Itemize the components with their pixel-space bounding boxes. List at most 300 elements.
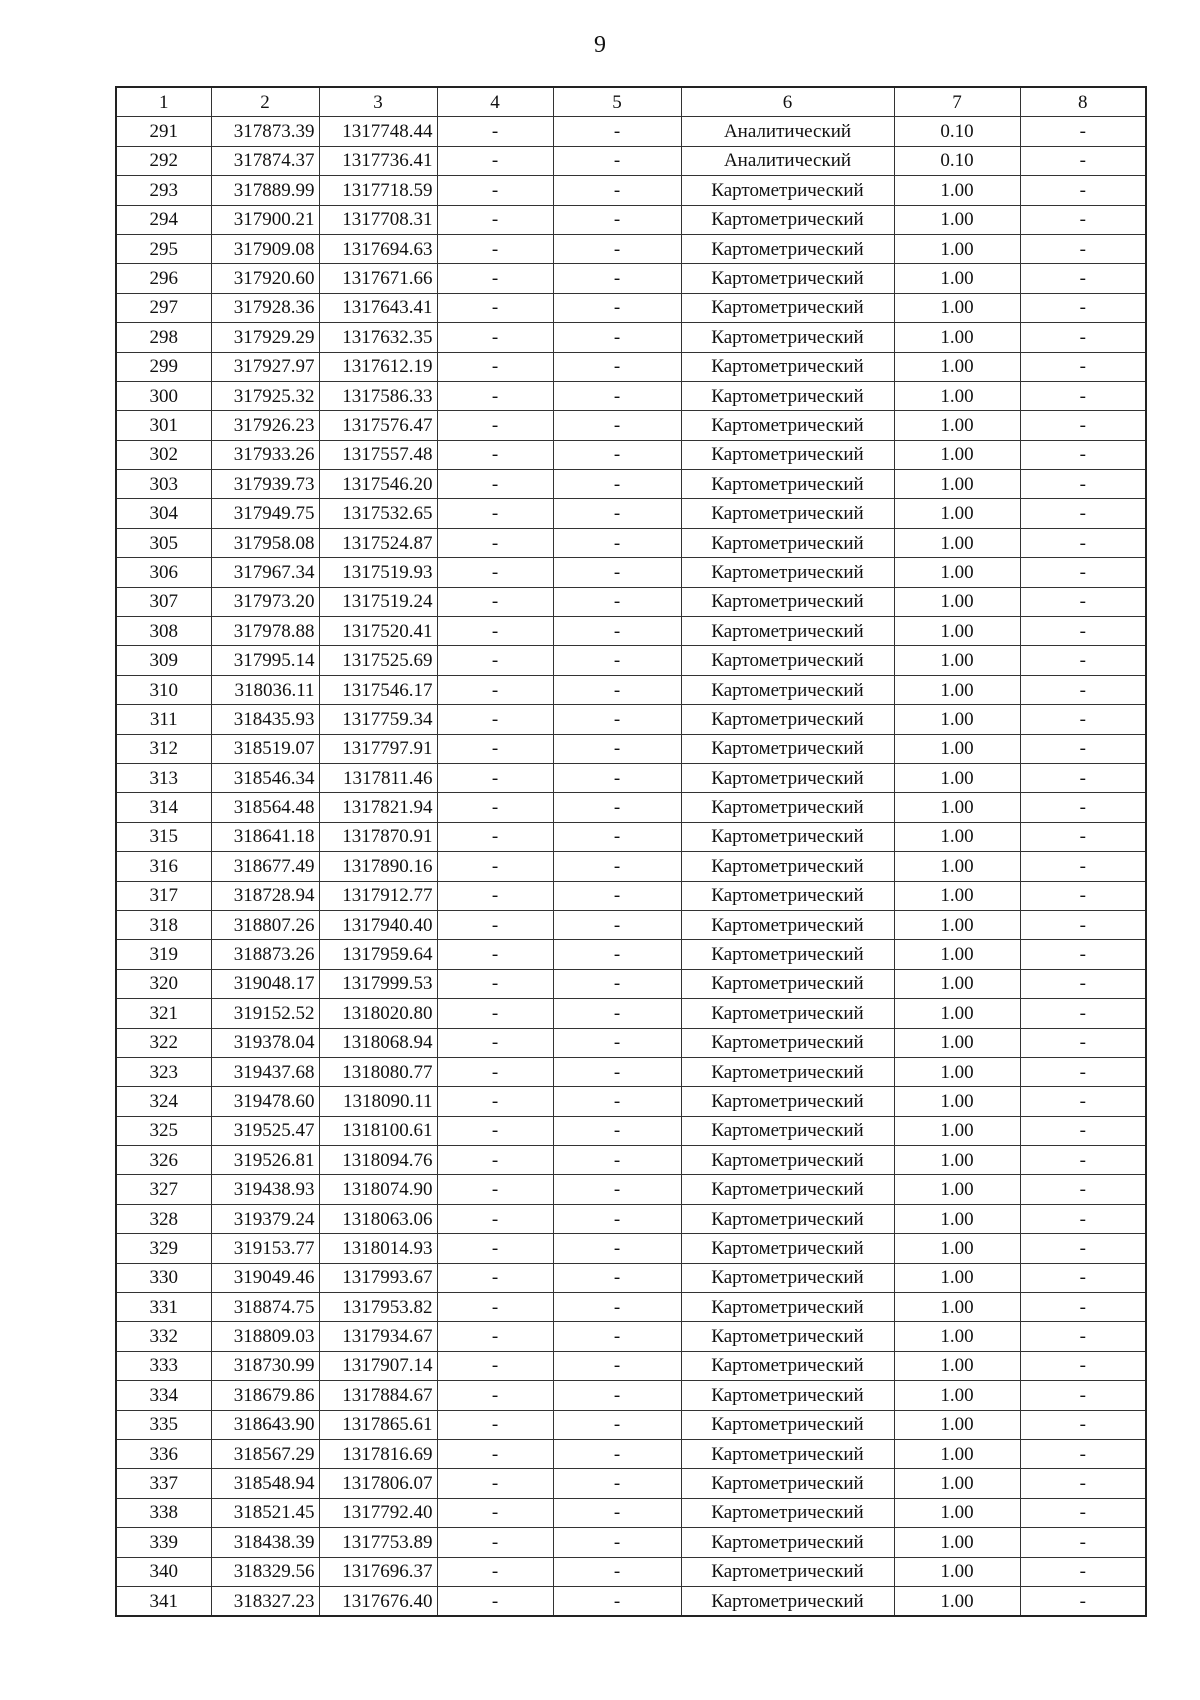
column-5-cell: - <box>553 852 681 881</box>
column-4-cell: - <box>437 910 553 939</box>
table-row <box>116 293 1146 322</box>
column-4-cell: - <box>437 323 553 352</box>
method-cell: Картометрический <box>681 1293 894 1322</box>
method-cell: Картометрический <box>681 969 894 998</box>
x-coordinate-cell: 319048.17 <box>211 969 319 998</box>
point-number-cell: 339 <box>116 1528 211 1557</box>
column-8-cell: - <box>1020 587 1146 616</box>
column-5-cell: - <box>553 1057 681 1086</box>
method-cell: Картометрический <box>681 323 894 352</box>
column-5-cell: - <box>553 1439 681 1468</box>
column-8-cell: - <box>1020 910 1146 939</box>
column-5-cell: - <box>553 1204 681 1233</box>
point-number-cell: 326 <box>116 1146 211 1175</box>
method-cell: Картометрический <box>681 1586 894 1616</box>
point-number-cell: 291 <box>116 117 211 146</box>
column-8-cell: - <box>1020 499 1146 528</box>
y-coordinate-cell: 1317797.91 <box>319 734 437 763</box>
column-4-cell: - <box>437 1263 553 1292</box>
column-5-cell: - <box>553 1146 681 1175</box>
column-8-cell: - <box>1020 381 1146 410</box>
table-row <box>116 499 1146 528</box>
method-cell: Картометрический <box>681 705 894 734</box>
table-row <box>116 763 1146 792</box>
column-5-cell: - <box>553 323 681 352</box>
column-header: 5 <box>553 87 681 117</box>
method-cell: Картометрический <box>681 617 894 646</box>
table-row <box>116 822 1146 851</box>
accuracy-cell: 1.00 <box>894 1087 1020 1116</box>
accuracy-cell: 1.00 <box>894 381 1020 410</box>
method-cell: Картометрический <box>681 352 894 381</box>
table-row <box>116 352 1146 381</box>
column-8-cell: - <box>1020 675 1146 704</box>
method-cell: Картометрический <box>681 1175 894 1204</box>
method-cell: Картометрический <box>681 499 894 528</box>
y-coordinate-cell: 1317759.34 <box>319 705 437 734</box>
column-4-cell: - <box>437 352 553 381</box>
method-cell: Картометрический <box>681 411 894 440</box>
point-number-cell: 305 <box>116 528 211 557</box>
column-8-cell: - <box>1020 969 1146 998</box>
method-cell: Картометрический <box>681 1057 894 1086</box>
column-8-cell: - <box>1020 852 1146 881</box>
method-cell: Картометрический <box>681 1381 894 1410</box>
y-coordinate-cell: 1318020.80 <box>319 999 437 1028</box>
table-row <box>116 117 1146 146</box>
column-5-cell: - <box>553 1263 681 1292</box>
table-row <box>116 969 1146 998</box>
column-8-cell: - <box>1020 1263 1146 1292</box>
point-number-cell: 294 <box>116 205 211 234</box>
column-4-cell: - <box>437 1057 553 1086</box>
point-number-cell: 335 <box>116 1410 211 1439</box>
column-4-cell: - <box>437 1322 553 1351</box>
accuracy-cell: 1.00 <box>894 440 1020 469</box>
table-row <box>116 264 1146 293</box>
point-number-cell: 336 <box>116 1439 211 1468</box>
method-cell: Картометрический <box>681 940 894 969</box>
point-number-cell: 303 <box>116 470 211 499</box>
column-8-cell: - <box>1020 617 1146 646</box>
point-number-cell: 297 <box>116 293 211 322</box>
column-5-cell: - <box>553 705 681 734</box>
column-4-cell: - <box>437 293 553 322</box>
accuracy-cell: 1.00 <box>894 675 1020 704</box>
x-coordinate-cell: 317928.36 <box>211 293 319 322</box>
x-coordinate-cell: 317873.39 <box>211 117 319 146</box>
column-5-cell: - <box>553 1586 681 1616</box>
accuracy-cell: 1.00 <box>894 1498 1020 1527</box>
column-4-cell: - <box>437 1381 553 1410</box>
y-coordinate-cell: 1317953.82 <box>319 1293 437 1322</box>
column-5-cell: - <box>553 1087 681 1116</box>
table-row <box>116 205 1146 234</box>
point-number-cell: 295 <box>116 234 211 263</box>
x-coordinate-cell: 318564.48 <box>211 793 319 822</box>
point-number-cell: 313 <box>116 763 211 792</box>
table-row <box>116 176 1146 205</box>
method-cell: Картометрический <box>681 763 894 792</box>
column-5-cell: - <box>553 293 681 322</box>
method-cell: Картометрический <box>681 852 894 881</box>
column-5-cell: - <box>553 822 681 851</box>
column-4-cell: - <box>437 646 553 675</box>
method-cell: Картометрический <box>681 1087 894 1116</box>
accuracy-cell: 1.00 <box>894 1381 1020 1410</box>
column-header: 8 <box>1020 87 1146 117</box>
x-coordinate-cell: 318548.94 <box>211 1469 319 1498</box>
column-8-cell: - <box>1020 1469 1146 1498</box>
table-row <box>116 1204 1146 1233</box>
accuracy-cell: 1.00 <box>894 293 1020 322</box>
table-row <box>116 587 1146 616</box>
y-coordinate-cell: 1317546.17 <box>319 675 437 704</box>
accuracy-cell: 1.00 <box>894 411 1020 440</box>
column-5-cell: - <box>553 528 681 557</box>
method-cell: Картометрический <box>681 587 894 616</box>
accuracy-cell: 1.00 <box>894 793 1020 822</box>
table-row <box>116 528 1146 557</box>
y-coordinate-cell: 1317999.53 <box>319 969 437 998</box>
y-coordinate-cell: 1317753.89 <box>319 1528 437 1557</box>
point-number-cell: 310 <box>116 675 211 704</box>
column-8-cell: - <box>1020 1351 1146 1380</box>
column-8-cell: - <box>1020 1439 1146 1468</box>
table-row <box>116 470 1146 499</box>
x-coordinate-cell: 317920.60 <box>211 264 319 293</box>
x-coordinate-cell: 317925.32 <box>211 381 319 410</box>
y-coordinate-cell: 1317792.40 <box>319 1498 437 1527</box>
y-coordinate-cell: 1318094.76 <box>319 1146 437 1175</box>
column-8-cell: - <box>1020 999 1146 1028</box>
accuracy-cell: 1.00 <box>894 1175 1020 1204</box>
accuracy-cell: 1.00 <box>894 1263 1020 1292</box>
column-5-cell: - <box>553 499 681 528</box>
table-row <box>116 381 1146 410</box>
column-5-cell: - <box>553 969 681 998</box>
column-8-cell: - <box>1020 558 1146 587</box>
point-number-cell: 320 <box>116 969 211 998</box>
x-coordinate-cell: 319478.60 <box>211 1087 319 1116</box>
column-header: 6 <box>681 87 894 117</box>
method-cell: Картометрический <box>681 440 894 469</box>
accuracy-cell: 1.00 <box>894 470 1020 499</box>
y-coordinate-cell: 1317890.16 <box>319 852 437 881</box>
column-4-cell: - <box>437 793 553 822</box>
y-coordinate-cell: 1317694.63 <box>319 234 437 263</box>
method-cell: Аналитический <box>681 146 894 175</box>
method-cell: Картометрический <box>681 293 894 322</box>
method-cell: Картометрический <box>681 234 894 263</box>
accuracy-cell: 1.00 <box>894 352 1020 381</box>
column-8-cell: - <box>1020 411 1146 440</box>
y-coordinate-cell: 1318068.94 <box>319 1028 437 1057</box>
column-8-cell: - <box>1020 1586 1146 1616</box>
coordinates-table <box>115 86 1147 1617</box>
x-coordinate-cell: 318567.29 <box>211 1439 319 1468</box>
point-number-cell: 315 <box>116 822 211 851</box>
point-number-cell: 314 <box>116 793 211 822</box>
point-number-cell: 321 <box>116 999 211 1028</box>
column-4-cell: - <box>437 822 553 851</box>
method-cell: Аналитический <box>681 117 894 146</box>
x-coordinate-cell: 317929.29 <box>211 323 319 352</box>
point-number-cell: 317 <box>116 881 211 910</box>
point-number-cell: 329 <box>116 1234 211 1263</box>
column-5-cell: - <box>553 881 681 910</box>
accuracy-cell: 1.00 <box>894 1557 1020 1586</box>
column-4-cell: - <box>437 528 553 557</box>
column-4-cell: - <box>437 1028 553 1057</box>
accuracy-cell: 0.10 <box>894 117 1020 146</box>
x-coordinate-cell: 317973.20 <box>211 587 319 616</box>
table-body <box>116 117 1146 1616</box>
column-5-cell: - <box>553 999 681 1028</box>
x-coordinate-cell: 319525.47 <box>211 1116 319 1145</box>
accuracy-cell: 1.00 <box>894 734 1020 763</box>
method-cell: Картометрический <box>681 1263 894 1292</box>
y-coordinate-cell: 1317557.48 <box>319 440 437 469</box>
column-4-cell: - <box>437 675 553 704</box>
accuracy-cell: 1.00 <box>894 1028 1020 1057</box>
x-coordinate-cell: 319526.81 <box>211 1146 319 1175</box>
accuracy-cell: 1.00 <box>894 234 1020 263</box>
y-coordinate-cell: 1317524.87 <box>319 528 437 557</box>
table-row <box>116 881 1146 910</box>
point-number-cell: 322 <box>116 1028 211 1057</box>
column-5-cell: - <box>553 1498 681 1527</box>
column-8-cell: - <box>1020 176 1146 205</box>
y-coordinate-cell: 1317884.67 <box>319 1381 437 1410</box>
point-number-cell: 324 <box>116 1087 211 1116</box>
table-row <box>116 411 1146 440</box>
column-4-cell: - <box>437 411 553 440</box>
accuracy-cell: 1.00 <box>894 1528 1020 1557</box>
x-coordinate-cell: 318730.99 <box>211 1351 319 1380</box>
column-5-cell: - <box>553 411 681 440</box>
method-cell: Картометрический <box>681 646 894 675</box>
x-coordinate-cell: 318679.86 <box>211 1381 319 1410</box>
accuracy-cell: 1.00 <box>894 910 1020 939</box>
point-number-cell: 301 <box>116 411 211 440</box>
column-4-cell: - <box>437 940 553 969</box>
x-coordinate-cell: 317939.73 <box>211 470 319 499</box>
accuracy-cell: 1.00 <box>894 646 1020 675</box>
column-4-cell: - <box>437 440 553 469</box>
table-row <box>116 1381 1146 1410</box>
point-number-cell: 328 <box>116 1204 211 1233</box>
method-cell: Картометрический <box>681 1234 894 1263</box>
column-8-cell: - <box>1020 293 1146 322</box>
y-coordinate-cell: 1317643.41 <box>319 293 437 322</box>
point-number-cell: 299 <box>116 352 211 381</box>
y-coordinate-cell: 1317532.65 <box>319 499 437 528</box>
table-row <box>116 1439 1146 1468</box>
column-4-cell: - <box>437 999 553 1028</box>
accuracy-cell: 1.00 <box>894 1234 1020 1263</box>
table-row <box>116 675 1146 704</box>
y-coordinate-cell: 1317696.37 <box>319 1557 437 1586</box>
y-coordinate-cell: 1317586.33 <box>319 381 437 410</box>
column-5-cell: - <box>553 1469 681 1498</box>
method-cell: Картометрический <box>681 1410 894 1439</box>
point-number-cell: 306 <box>116 558 211 587</box>
y-coordinate-cell: 1318063.06 <box>319 1204 437 1233</box>
column-4-cell: - <box>437 1351 553 1380</box>
y-coordinate-cell: 1318014.93 <box>319 1234 437 1263</box>
y-coordinate-cell: 1317821.94 <box>319 793 437 822</box>
x-coordinate-cell: 318327.23 <box>211 1586 319 1616</box>
y-coordinate-cell: 1317748.44 <box>319 117 437 146</box>
column-header: 4 <box>437 87 553 117</box>
column-8-cell: - <box>1020 1116 1146 1145</box>
method-cell: Картометрический <box>681 910 894 939</box>
column-5-cell: - <box>553 734 681 763</box>
x-coordinate-cell: 317926.23 <box>211 411 319 440</box>
column-4-cell: - <box>437 470 553 499</box>
y-coordinate-cell: 1317718.59 <box>319 176 437 205</box>
column-4-cell: - <box>437 734 553 763</box>
column-5-cell: - <box>553 763 681 792</box>
column-5-cell: - <box>553 1351 681 1380</box>
table-row <box>116 734 1146 763</box>
x-coordinate-cell: 317909.08 <box>211 234 319 263</box>
x-coordinate-cell: 319379.24 <box>211 1204 319 1233</box>
accuracy-cell: 0.10 <box>894 146 1020 175</box>
method-cell: Картометрический <box>681 1116 894 1145</box>
column-4-cell: - <box>437 499 553 528</box>
column-8-cell: - <box>1020 146 1146 175</box>
point-number-cell: 308 <box>116 617 211 646</box>
column-5-cell: - <box>553 646 681 675</box>
column-4-cell: - <box>437 1087 553 1116</box>
accuracy-cell: 1.00 <box>894 822 1020 851</box>
method-cell: Картометрический <box>681 1439 894 1468</box>
y-coordinate-cell: 1317993.67 <box>319 1263 437 1292</box>
method-cell: Картометрический <box>681 381 894 410</box>
point-number-cell: 309 <box>116 646 211 675</box>
x-coordinate-cell: 318521.45 <box>211 1498 319 1527</box>
method-cell: Картометрический <box>681 558 894 587</box>
column-5-cell: - <box>553 234 681 263</box>
x-coordinate-cell: 317874.37 <box>211 146 319 175</box>
y-coordinate-cell: 1317912.77 <box>319 881 437 910</box>
x-coordinate-cell: 317889.99 <box>211 176 319 205</box>
column-4-cell: - <box>437 1234 553 1263</box>
x-coordinate-cell: 317933.26 <box>211 440 319 469</box>
point-number-cell: 318 <box>116 910 211 939</box>
method-cell: Картометрический <box>681 793 894 822</box>
y-coordinate-cell: 1317708.31 <box>319 205 437 234</box>
accuracy-cell: 1.00 <box>894 558 1020 587</box>
table-row <box>116 852 1146 881</box>
point-number-cell: 337 <box>116 1469 211 1498</box>
y-coordinate-cell: 1317612.19 <box>319 352 437 381</box>
x-coordinate-cell: 319152.52 <box>211 999 319 1028</box>
point-number-cell: 341 <box>116 1586 211 1616</box>
column-header: 3 <box>319 87 437 117</box>
column-5-cell: - <box>553 1410 681 1439</box>
column-8-cell: - <box>1020 234 1146 263</box>
column-5-cell: - <box>553 1322 681 1351</box>
column-4-cell: - <box>437 1116 553 1145</box>
method-cell: Картометрический <box>681 1322 894 1351</box>
column-8-cell: - <box>1020 117 1146 146</box>
column-5-cell: - <box>553 470 681 499</box>
column-5-cell: - <box>553 1175 681 1204</box>
accuracy-cell: 1.00 <box>894 587 1020 616</box>
method-cell: Картометрический <box>681 1528 894 1557</box>
x-coordinate-cell: 318874.75 <box>211 1293 319 1322</box>
column-4-cell: - <box>437 234 553 263</box>
column-5-cell: - <box>553 675 681 704</box>
point-number-cell: 293 <box>116 176 211 205</box>
column-5-cell: - <box>553 587 681 616</box>
column-8-cell: - <box>1020 1146 1146 1175</box>
column-5-cell: - <box>553 1557 681 1586</box>
column-5-cell: - <box>553 793 681 822</box>
method-cell: Картометрический <box>681 1146 894 1175</box>
accuracy-cell: 1.00 <box>894 1410 1020 1439</box>
column-8-cell: - <box>1020 1057 1146 1086</box>
table-row <box>116 1557 1146 1586</box>
column-5-cell: - <box>553 910 681 939</box>
x-coordinate-cell: 317958.08 <box>211 528 319 557</box>
column-8-cell: - <box>1020 1028 1146 1057</box>
table-row <box>116 1028 1146 1057</box>
column-8-cell: - <box>1020 793 1146 822</box>
accuracy-cell: 1.00 <box>894 528 1020 557</box>
point-number-cell: 311 <box>116 705 211 734</box>
x-coordinate-cell: 319378.04 <box>211 1028 319 1057</box>
accuracy-cell: 1.00 <box>894 969 1020 998</box>
column-4-cell: - <box>437 1586 553 1616</box>
table-row <box>116 1351 1146 1380</box>
x-coordinate-cell: 318728.94 <box>211 881 319 910</box>
column-4-cell: - <box>437 1557 553 1586</box>
accuracy-cell: 1.00 <box>894 1469 1020 1498</box>
method-cell: Картометрический <box>681 1351 894 1380</box>
accuracy-cell: 1.00 <box>894 1204 1020 1233</box>
method-cell: Картометрический <box>681 881 894 910</box>
accuracy-cell: 1.00 <box>894 705 1020 734</box>
table-row <box>116 1263 1146 1292</box>
y-coordinate-cell: 1317519.24 <box>319 587 437 616</box>
column-4-cell: - <box>437 1498 553 1527</box>
column-4-cell: - <box>437 587 553 616</box>
x-coordinate-cell: 318438.39 <box>211 1528 319 1557</box>
column-8-cell: - <box>1020 1087 1146 1116</box>
y-coordinate-cell: 1317870.91 <box>319 822 437 851</box>
x-coordinate-cell: 318546.34 <box>211 763 319 792</box>
header-row <box>116 87 1146 117</box>
x-coordinate-cell: 318519.07 <box>211 734 319 763</box>
table-row <box>116 440 1146 469</box>
x-coordinate-cell: 318329.56 <box>211 1557 319 1586</box>
column-4-cell: - <box>437 1293 553 1322</box>
y-coordinate-cell: 1317736.41 <box>319 146 437 175</box>
x-coordinate-cell: 318807.26 <box>211 910 319 939</box>
method-cell: Картометрический <box>681 205 894 234</box>
column-4-cell: - <box>437 146 553 175</box>
y-coordinate-cell: 1318090.11 <box>319 1087 437 1116</box>
point-number-cell: 304 <box>116 499 211 528</box>
y-coordinate-cell: 1317907.14 <box>319 1351 437 1380</box>
column-8-cell: - <box>1020 881 1146 910</box>
column-4-cell: - <box>437 264 553 293</box>
accuracy-cell: 1.00 <box>894 1146 1020 1175</box>
